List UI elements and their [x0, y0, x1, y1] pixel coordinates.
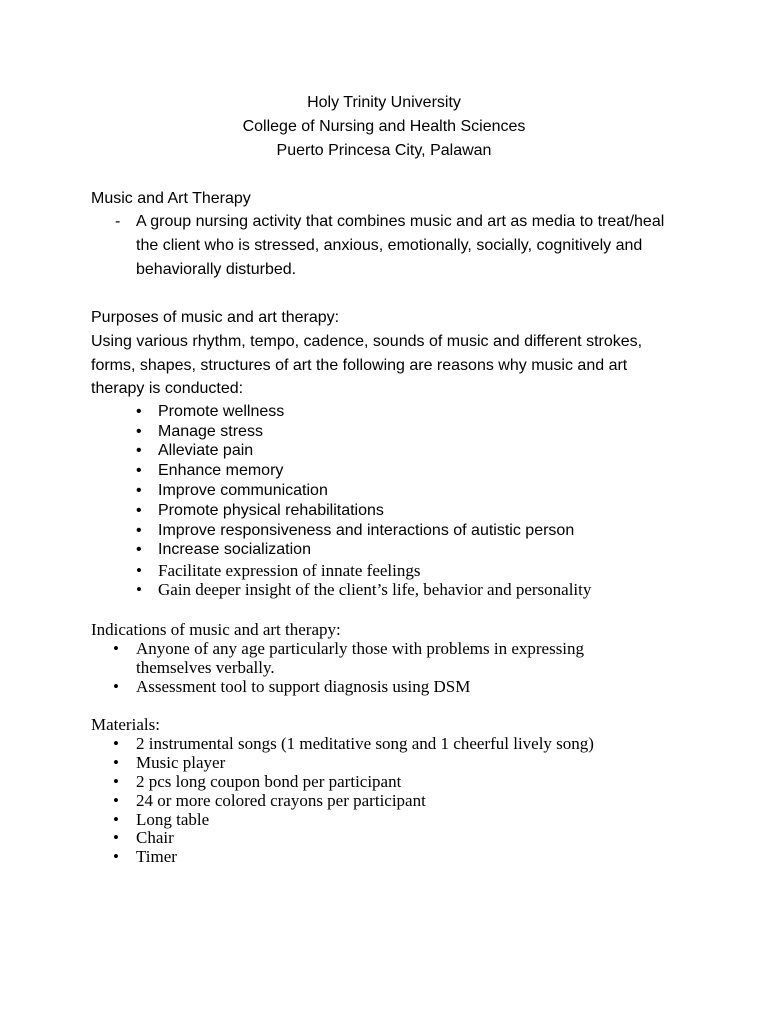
purposes-intro-line: therapy is conducted:	[91, 380, 244, 397]
purposes-list-item: Improve communication	[158, 482, 328, 499]
bullet-icon: •	[113, 772, 119, 791]
materials-list-item: Timer	[136, 847, 177, 866]
purposes-list-item: Enhance memory	[158, 462, 284, 479]
definition-line: behaviorally disturbed.	[136, 261, 297, 278]
purposes-list-item: Improve responsiveness and interactions of autistic person	[158, 522, 575, 539]
college-name: College of Nursing and Health Sciences	[242, 118, 526, 135]
bullet-icon: •	[136, 580, 142, 599]
indications-list-item: Anyone of any age particularly those with problems in expressing	[136, 639, 585, 658]
definition-line: A group nursing activity that combines music and art as media to treat/heal	[136, 213, 665, 230]
definition-title: Music and Art Therapy	[91, 190, 251, 207]
bullet-icon: •	[136, 541, 142, 558]
purposes-list-item: Manage stress	[158, 423, 263, 440]
bullet-icon: •	[113, 791, 119, 810]
indications-list-item-continuation: themselves verbally.	[136, 658, 275, 677]
bullet-icon: •	[113, 639, 119, 658]
materials-list-item: Long table	[136, 810, 210, 829]
purposes-list-item: Promote physical rehabilitations	[158, 502, 384, 519]
purposes-list-item: Gain deeper insight of the client’s life, behavior and personality	[158, 580, 592, 599]
purposes-list-item: Facilitate expression of innate feelings	[158, 561, 421, 580]
bullet-icon: •	[113, 828, 119, 847]
bullet-icon: •	[136, 561, 142, 580]
materials-list-item: Music player	[136, 753, 226, 772]
bullet-icon: •	[136, 502, 142, 519]
purposes-intro-line: forms, shapes, structures of art the following are reasons why music and art	[91, 357, 628, 374]
purposes-intro-line: Using various rhythm, tempo, cadence, sounds of music and different strokes,	[91, 333, 643, 350]
bullet-icon: •	[136, 522, 142, 539]
materials-list-item: 2 pcs long coupon bond per participant	[136, 772, 402, 791]
purposes-title: Purposes of music and art therapy:	[91, 309, 340, 326]
location: Puerto Princesa City, Palawan	[276, 142, 492, 159]
bullet-icon: •	[136, 442, 142, 459]
bullet-icon: •	[136, 462, 142, 479]
indications-list-item: Assessment tool to support diagnosis using DSM	[136, 677, 471, 696]
bullet-icon: •	[136, 482, 142, 499]
bullet-icon: •	[136, 423, 142, 440]
university-name: Holy Trinity University	[307, 94, 461, 111]
bullet-icon: •	[113, 847, 119, 866]
materials-list-item: 2 instrumental songs (1 meditative song and 1 cheerful lively song)	[136, 734, 594, 753]
materials-list-item: Chair	[136, 828, 174, 847]
definition-dash-marker: -	[115, 213, 121, 230]
purposes-list-item: Promote wellness	[158, 403, 285, 420]
bullet-icon: •	[113, 734, 119, 753]
materials-list-item: 24 or more colored crayons per participant	[136, 791, 426, 810]
bullet-icon: •	[113, 753, 119, 772]
purposes-list-item: Alleviate pain	[158, 442, 254, 459]
bullet-icon: •	[113, 810, 119, 829]
purposes-list-item: Increase socialization	[158, 541, 311, 558]
bullet-icon: •	[136, 403, 142, 420]
indications-title: Indications of music and art therapy:	[91, 620, 341, 639]
materials-title: Materials:	[91, 715, 160, 734]
definition-line: the client who is stressed, anxious, emotionally, socially, cognitively and	[136, 237, 643, 254]
bullet-icon: •	[113, 677, 119, 696]
